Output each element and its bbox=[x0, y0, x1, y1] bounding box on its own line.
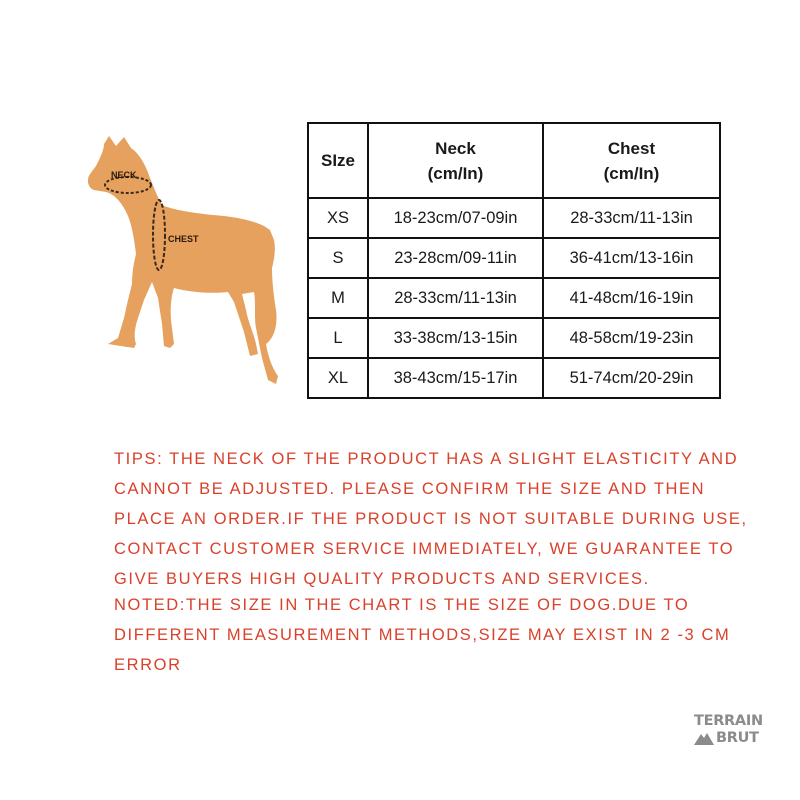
dog-measurement-illustration bbox=[78, 122, 300, 394]
size-chart-table bbox=[307, 122, 721, 399]
cell-neck: 23-28cm/09-11in bbox=[368, 238, 543, 278]
logo-line1: TERRAIN bbox=[694, 713, 763, 729]
cell-chest: 48-58cm/19-23in bbox=[543, 318, 720, 358]
cell-chest: 36-41cm/13-16in bbox=[543, 238, 720, 278]
tips-notice bbox=[114, 444, 754, 680]
cell-size: L bbox=[308, 318, 368, 358]
cell-chest: 51-74cm/20-29in bbox=[543, 358, 720, 398]
tips-text: TIPS: THE NECK OF THE PRODUCT HAS A SLIGHT ELASTICITY AND CANNOT BE ADJUSTED. PLEASE CONFIRM THE SIZE AND THEN PLACE AN ORDER.IF THE PRODUCT IS NOT SUITABLE DURING USE, CONTACT CUSTOMER SERVICE IMMEDIATELY, WE GUARANTEE TO GIVE BUYERS HIGH QUALITY PRODUCTS AND SERVICES. bbox=[114, 450, 748, 588]
table-row bbox=[308, 278, 720, 318]
brand-logo bbox=[694, 713, 770, 749]
cell-neck: 33-38cm/13-15in bbox=[368, 318, 543, 358]
chest-label: CHEST bbox=[168, 234, 199, 244]
cell-neck: 28-33cm/11-13in bbox=[368, 278, 543, 318]
cell-chest: 28-33cm/11-13in bbox=[543, 198, 720, 238]
table-row bbox=[308, 238, 720, 278]
table-row bbox=[308, 318, 720, 358]
table-row bbox=[308, 198, 720, 238]
cell-chest: 41-48cm/16-19in bbox=[543, 278, 720, 318]
cell-neck: 38-43cm/15-17in bbox=[368, 358, 543, 398]
table-row bbox=[308, 358, 720, 398]
cell-size: XL bbox=[308, 358, 368, 398]
cell-size: M bbox=[308, 278, 368, 318]
header-neck: Neck (cm/In) bbox=[368, 123, 543, 198]
logo-line2: BRUT bbox=[716, 730, 759, 746]
noted-text: NOTED:THE SIZE IN THE CHART IS THE SIZE OF DOG.DUE TO DIFFERENT MEASUREMENT METHODS,SIZE MAY EXIST IN 2 -3 CM ERROR bbox=[114, 596, 731, 674]
header-chest: Chest (cm/In) bbox=[543, 123, 720, 198]
cell-neck: 18-23cm/07-09in bbox=[368, 198, 543, 238]
table-header-row bbox=[308, 123, 720, 198]
mountain-icon bbox=[694, 731, 714, 745]
neck-label: NECK bbox=[111, 170, 137, 180]
dog-silhouette-icon bbox=[78, 122, 300, 394]
header-size: SIze bbox=[308, 123, 368, 198]
cell-size: XS bbox=[308, 198, 368, 238]
cell-size: S bbox=[308, 238, 368, 278]
